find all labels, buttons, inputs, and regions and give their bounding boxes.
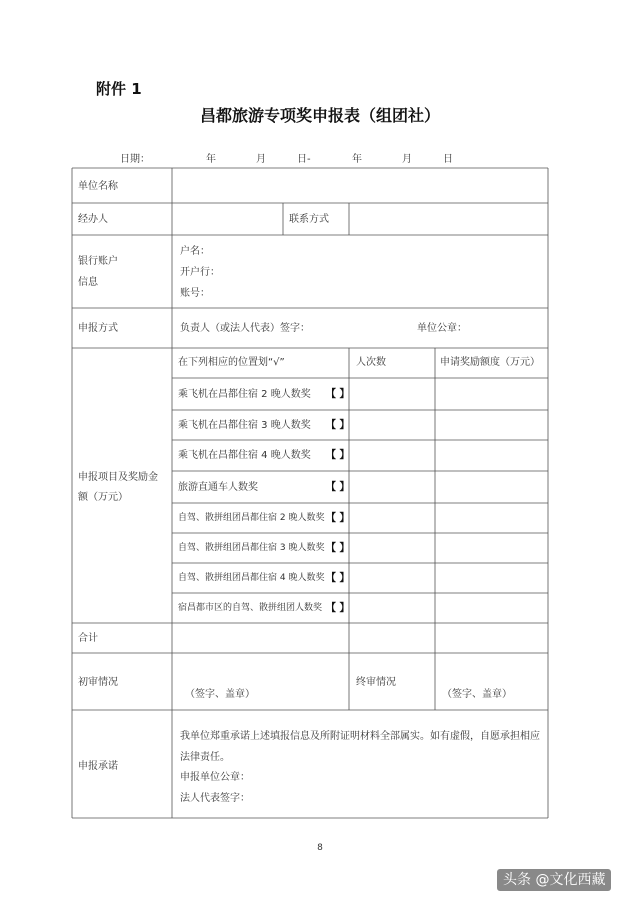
date-year-2: 年 [352,154,362,165]
watermark: 头条 @文化西藏 [497,869,611,891]
project-label: 申报项目及奖励金额（万元） [78,472,158,503]
item-checkbox[interactable]: 【 】 [326,482,350,493]
account-name-label: 户名： [180,246,210,257]
page-number: 8 [317,843,323,853]
item-label: 乘飞机在昌都住宿 4 晚人数奖 [178,450,311,461]
item-label: 旅游直通车人数奖 [178,482,258,493]
date-day-2: 日 [443,154,453,165]
item-checkbox[interactable]: 【 】 [326,573,350,584]
final-review-label: 终审情况 [356,677,396,688]
item-checkbox[interactable]: 【 】 [326,543,350,554]
initial-sign-label: （签字、盖章） [185,689,255,700]
commitment-label: 申报承诺 [78,761,118,772]
contact-field[interactable] [350,204,547,234]
attachment-label: 附件 1 [96,80,142,98]
date-day-1: 日- [297,154,311,165]
form-title: 昌都旅游专项奖申报表（组团社） [199,106,440,125]
item-label: 乘飞机在昌都住宿 3 晚人数奖 [178,420,311,431]
commitment-sign-label: 法人代表签字： [180,793,250,804]
bank-name-label: 开户行： [180,267,220,278]
column-amount-header: 申请奖励额度（万元） [440,357,540,368]
commitment-text: 我单位郑重承诺上述填报信息及所附证明材料全部属实。如有虚假，自愿承担相应法律责任。 [180,731,540,763]
item-checkbox[interactable]: 【 】 [326,389,350,400]
initial-review-label: 初审情况 [78,677,118,688]
final-sign-label: （签字、盖章） [442,689,512,700]
account-number-label: 账号： [180,288,210,299]
seal-label: 单位公章： [417,323,467,334]
column-count-header: 人次数 [356,357,386,368]
commitment-seal-label: 申报单位公章： [180,772,250,783]
item-checkbox[interactable]: 【 】 [326,603,350,614]
item-label: 自驾、散拼组团昌都住宿 3 晚人数奖 [178,543,325,553]
date-label: 日期： [120,154,150,165]
bank-label-line1: 银行账户 [78,256,118,267]
column-item-header: 在下列相应的位置划“√” [178,357,285,368]
item-label: 乘飞机在昌都住宿 2 晚人数奖 [178,389,311,400]
contact-label: 联系方式 [289,214,329,225]
bank-label-line2: 信息 [78,277,98,288]
total-label: 合计 [78,633,98,644]
item-checkbox[interactable]: 【 】 [326,513,350,524]
item-label: 宿昌都市区的自驾、散拼组团人数奖 [178,603,323,613]
unit-name-field[interactable] [173,169,547,202]
unit-name-label: 单位名称 [78,181,118,192]
date-month-2: 月 [402,154,412,165]
handler-field[interactable] [173,204,282,234]
handler-label: 经办人 [78,214,108,225]
item-checkbox[interactable]: 【 】 [326,420,350,431]
item-checkbox[interactable]: 【 】 [326,450,350,461]
item-label: 自驾、散拼组团昌都住宿 2 晚人数奖 [178,513,325,523]
date-month-1: 月 [256,154,266,165]
signer-label: 负责人（或法人代表）签字： [180,323,310,334]
item-label: 自驾、散拼组团昌都住宿 4 晚人数奖 [178,573,325,583]
date-year-1: 年 [206,154,216,165]
method-label: 申报方式 [78,323,118,334]
